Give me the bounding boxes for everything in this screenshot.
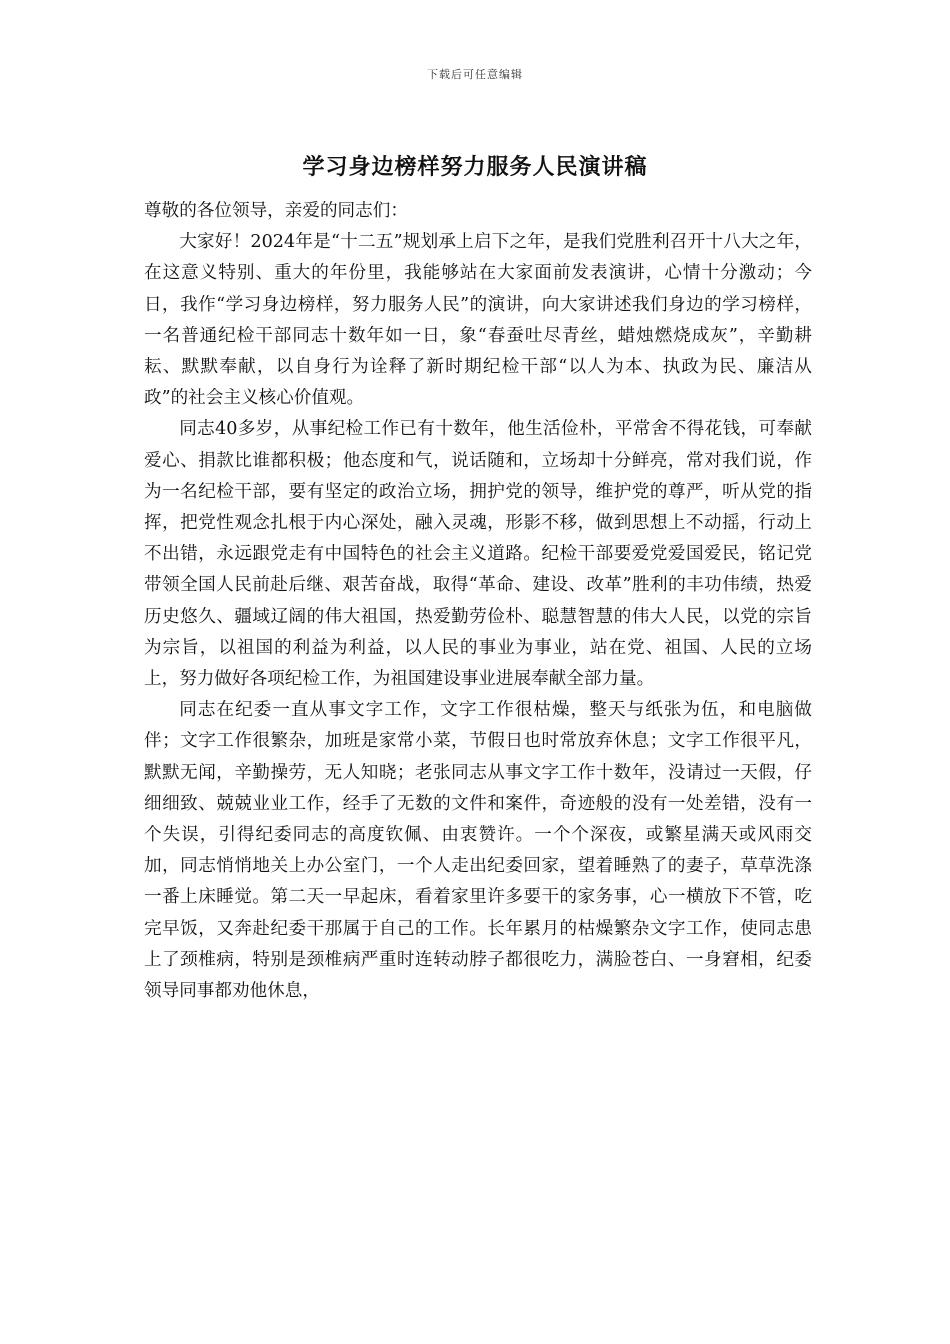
paragraph-1: 大家好！2024年是“十二五”规划承上启下之年，是我们党胜利召开十八大之年，在这意义特别、重大的年份里，我能够站在大家面前发表演讲，心情十分激动；今日，我作“学习身边榜样，努力服务人民”的演讲，向大家讲述我们身边的学习榜样，一名普通纪检干部同志十数年如一日，象“春蚕吐尽青丝，蜡烛燃烧成灰”，辛勤耕耘、默默奉献，以自身行为诠释了新时期纪检干部“以人为本、执政为民、廉洁从政”的社会主义核心价值观。 bbox=[144, 232, 812, 409]
document-title: 学习身边榜样努力服务人民演讲稿 bbox=[302, 155, 648, 180]
header-note: 下载后可任意编辑 bbox=[427, 68, 523, 81]
paragraph-2: 同志40多岁，从事纪检工作已有十数年，他生活俭朴，平常舍不得花钱，可奉献爱心、捐款比谁都积极；他态度和气，说话随和，立场却十分鲜亮，常对我们说，作为一名纪检干部，要有坚定的政治立场，拥护党的领导，维护党的尊严，听从党的指挥，把党性观念扎根于内心深处，融入灵魂，形影不移，做到思想上不动摇，行动上不出错，永远跟党走有中国特色的社会主义道路。纪检干部要爱党爱国爱民，铭记党带领全国人民前赴后继、艰苦奋战，取得“革命、建设、改革”胜利的丰功伟绩，热爱历史悠久、疆域辽阔的伟大祖国，热爱勤劳俭朴、聪慧智慧的伟大人民，以党的宗旨为宗旨，以祖国的利益为利益，以人民的事业为事业，站在党、祖国、人民的立场上，努力做好各项纪检工作，为祖国建设事业进展奉献全部力量。 bbox=[144, 419, 812, 690]
salutation: 尊敬的各位领导，亲爱的同志们： bbox=[144, 201, 408, 221]
paragraph-3: 同志在纪委一直从事文字工作，文字工作很枯燥，整天与纸张为伍，和电脑做伴；文字工作很繁杂，加班是家常小菜，节假日也时常放弃休息；文字工作很平凡，默默无闻，辛勤操劳，无人知晓；老张同志从事文字工作十数年，没请过一天假，仔细细致、兢兢业业工作，经手了无数的文件和案件，奇迹般的没有一处差错，没有一个失误，引得纪委同志的高度钦佩、由衷赞许。一个个深夜，或繁星满天或风雨交加，同志悄悄地关上办公室门，一个人走出纪委回家，望着睡熟了的妻子，草草洗涤一番上床睡觉。第二天一早起床，看着家里许多要干的家务事，心一横放下不管，吃完早饭，又奔赴纪委干那属于自己的工作。长年累月的枯燥繁杂文字工作，使同志患上了颈椎病，特别是颈椎病严重时连转动脖子都很吃力，满脸苍白、一身窘相，纪委领导同事都劝他休息， bbox=[144, 700, 812, 1002]
document-body bbox=[144, 196, 812, 1007]
